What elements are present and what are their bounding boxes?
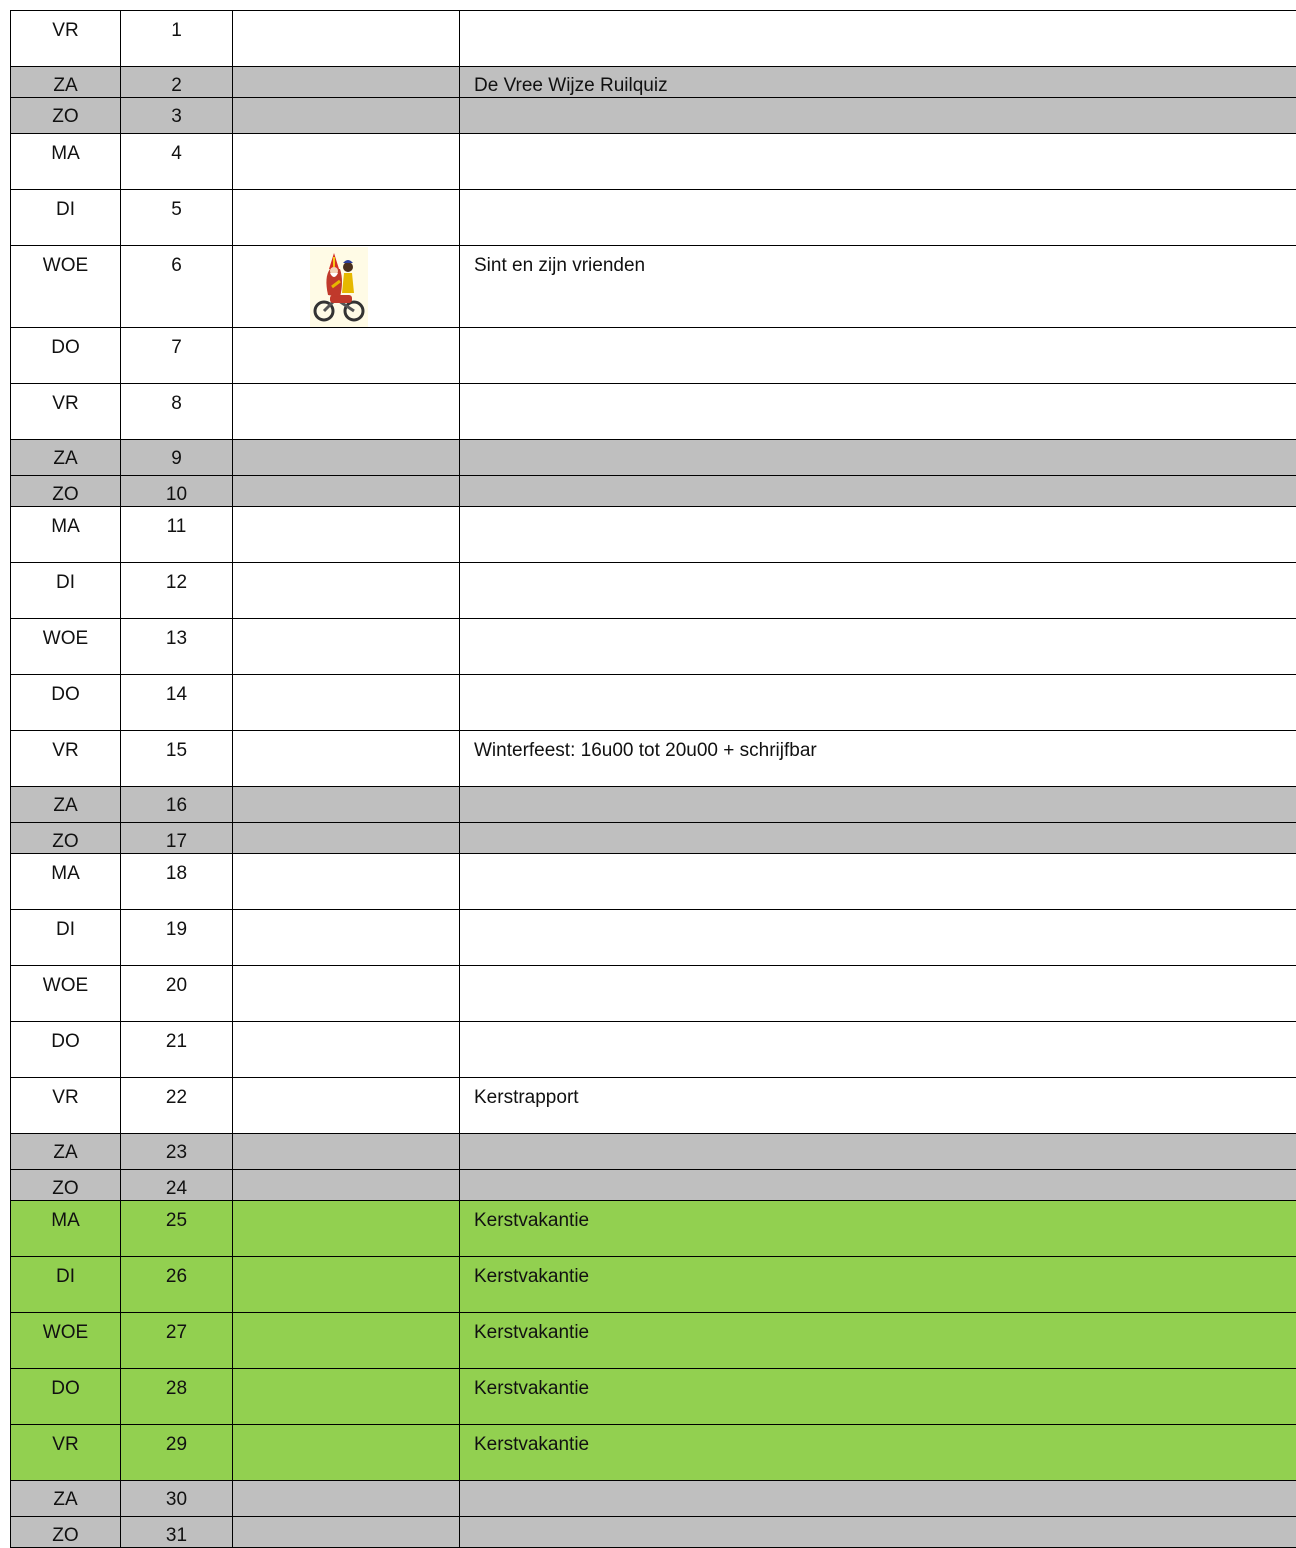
image-cell xyxy=(233,563,460,619)
event-label xyxy=(460,854,1296,863)
event-cell xyxy=(460,1369,1296,1425)
image-cell xyxy=(233,1134,460,1170)
day-cell xyxy=(11,823,121,854)
date-label: 14 xyxy=(121,675,232,706)
date-cell xyxy=(121,328,233,384)
image-cell xyxy=(233,675,460,731)
event-label xyxy=(460,440,1296,448)
date-label: 25 xyxy=(121,1201,232,1232)
calendar-row xyxy=(11,246,1296,328)
event-label xyxy=(460,787,1296,795)
event-cell xyxy=(460,731,1296,787)
event-cell xyxy=(460,1517,1296,1548)
calendar-row xyxy=(11,328,1296,384)
calendar-row xyxy=(11,1022,1296,1078)
event-label: Kerstvakantie xyxy=(460,1201,1296,1232)
day-cell xyxy=(11,854,121,910)
calendar-row xyxy=(11,1170,1296,1201)
day-cell xyxy=(11,1481,121,1517)
date-cell xyxy=(121,11,233,67)
event-cell xyxy=(460,1313,1296,1369)
image-cell xyxy=(233,507,460,563)
image-cell xyxy=(233,731,460,787)
image-cell xyxy=(233,1313,460,1369)
date-cell xyxy=(121,675,233,731)
date-cell xyxy=(121,1369,233,1425)
image-cell xyxy=(233,1369,460,1425)
day-label: WOE xyxy=(11,1313,120,1344)
event-cell xyxy=(460,328,1296,384)
calendar-row xyxy=(11,619,1296,675)
event-cell xyxy=(460,1022,1296,1078)
date-label: 27 xyxy=(121,1313,232,1344)
date-label: 15 xyxy=(121,731,232,762)
image-cell xyxy=(233,190,460,246)
day-label: VR xyxy=(11,1078,120,1109)
image-cell xyxy=(233,787,460,823)
date-label: 28 xyxy=(121,1369,232,1400)
date-label: 17 xyxy=(121,823,232,853)
image-cell xyxy=(233,854,460,910)
date-cell xyxy=(121,384,233,440)
image-cell xyxy=(233,1257,460,1313)
image-cell xyxy=(233,1517,460,1548)
calendar-row xyxy=(11,507,1296,563)
day-label: DI xyxy=(11,190,120,221)
date-label: 8 xyxy=(121,384,232,415)
day-cell xyxy=(11,440,121,476)
day-label: ZO xyxy=(11,476,120,506)
calendar-row xyxy=(11,98,1296,134)
date-cell xyxy=(121,440,233,476)
event-cell xyxy=(460,1134,1296,1170)
day-label: ZA xyxy=(11,1481,120,1511)
event-cell xyxy=(460,98,1296,134)
date-label: 22 xyxy=(121,1078,232,1109)
calendar-row xyxy=(11,966,1296,1022)
event-cell xyxy=(460,190,1296,246)
date-cell xyxy=(121,67,233,98)
event-cell xyxy=(460,246,1296,328)
image-cell xyxy=(233,134,460,190)
date-cell xyxy=(121,1134,233,1170)
day-label: ZA xyxy=(11,440,120,470)
day-label: ZO xyxy=(11,1517,120,1547)
event-label: Kerstvakantie xyxy=(460,1369,1296,1400)
image-cell xyxy=(233,384,460,440)
image-cell xyxy=(233,1078,460,1134)
event-label xyxy=(460,1517,1296,1525)
date-label: 1 xyxy=(121,11,232,42)
image-cell xyxy=(233,966,460,1022)
event-label xyxy=(460,98,1296,106)
event-label xyxy=(460,966,1296,975)
calendar-row xyxy=(11,1257,1296,1313)
date-cell xyxy=(121,1425,233,1481)
event-label: Sint en zijn vrienden xyxy=(460,246,1296,277)
event-cell xyxy=(460,1170,1296,1201)
day-cell xyxy=(11,731,121,787)
date-cell xyxy=(121,98,233,134)
calendar-row xyxy=(11,823,1296,854)
date-label: 29 xyxy=(121,1425,232,1456)
date-cell xyxy=(121,731,233,787)
calendar-row xyxy=(11,563,1296,619)
date-label: 31 xyxy=(121,1517,232,1547)
day-cell xyxy=(11,384,121,440)
calendar-row xyxy=(11,675,1296,731)
day-cell xyxy=(11,246,121,328)
calendar-row xyxy=(11,384,1296,440)
image-cell xyxy=(233,98,460,134)
event-cell xyxy=(460,1201,1296,1257)
image-cell xyxy=(233,67,460,98)
day-cell xyxy=(11,563,121,619)
day-label: MA xyxy=(11,507,120,538)
date-cell xyxy=(121,1257,233,1313)
date-label: 24 xyxy=(121,1170,232,1200)
day-cell xyxy=(11,507,121,563)
date-cell xyxy=(121,823,233,854)
image-cell xyxy=(233,910,460,966)
date-label: 18 xyxy=(121,854,232,885)
calendar-row xyxy=(11,67,1296,98)
day-cell xyxy=(11,11,121,67)
calendar-row xyxy=(11,1425,1296,1481)
day-cell xyxy=(11,1170,121,1201)
event-cell xyxy=(460,440,1296,476)
day-label: DI xyxy=(11,563,120,594)
date-cell xyxy=(121,966,233,1022)
event-cell xyxy=(460,787,1296,823)
date-label: 6 xyxy=(121,246,232,277)
date-label: 10 xyxy=(121,476,232,506)
event-cell xyxy=(460,1481,1296,1517)
image-cell xyxy=(233,246,460,328)
day-label: DO xyxy=(11,1022,120,1053)
date-label: 16 xyxy=(121,787,232,817)
image-cell xyxy=(233,619,460,675)
event-label: Kerstrapport xyxy=(460,1078,1296,1109)
day-cell xyxy=(11,910,121,966)
event-label: Winterfeest: 16u00 tot 20u00 + schrijfbar xyxy=(460,731,1296,762)
day-cell xyxy=(11,787,121,823)
day-label: DI xyxy=(11,910,120,941)
day-cell xyxy=(11,1201,121,1257)
calendar-row xyxy=(11,854,1296,910)
event-label xyxy=(460,476,1296,484)
day-cell xyxy=(11,328,121,384)
event-label: Kerstvakantie xyxy=(460,1425,1296,1456)
event-label xyxy=(460,328,1296,337)
calendar-row xyxy=(11,1481,1296,1517)
date-cell xyxy=(121,787,233,823)
day-label: MA xyxy=(11,134,120,165)
day-cell xyxy=(11,98,121,134)
date-cell xyxy=(121,854,233,910)
sinterklaas-motorbike-icon xyxy=(310,247,368,327)
date-cell xyxy=(121,563,233,619)
date-cell xyxy=(121,1022,233,1078)
date-label: 11 xyxy=(121,507,232,538)
event-label xyxy=(460,134,1296,143)
event-cell xyxy=(460,1425,1296,1481)
image-cell xyxy=(233,1481,460,1517)
calendar-row xyxy=(11,190,1296,246)
calendar-row xyxy=(11,787,1296,823)
image-cell xyxy=(233,1201,460,1257)
date-cell xyxy=(121,476,233,507)
day-label: ZO xyxy=(11,98,120,128)
event-cell xyxy=(460,11,1296,67)
event-cell xyxy=(460,67,1296,98)
day-cell xyxy=(11,1425,121,1481)
event-label xyxy=(460,910,1296,919)
event-cell xyxy=(460,476,1296,507)
image-cell xyxy=(233,328,460,384)
day-cell xyxy=(11,1313,121,1369)
day-label: ZA xyxy=(11,67,120,97)
day-label: DO xyxy=(11,328,120,359)
event-cell xyxy=(460,675,1296,731)
day-cell xyxy=(11,134,121,190)
image-cell xyxy=(233,1425,460,1481)
day-label: WOE xyxy=(11,966,120,997)
date-label: 13 xyxy=(121,619,232,650)
day-cell xyxy=(11,966,121,1022)
day-cell xyxy=(11,1257,121,1313)
date-label: 20 xyxy=(121,966,232,997)
image-cell xyxy=(233,1170,460,1201)
day-label: WOE xyxy=(11,246,120,277)
event-cell xyxy=(460,1257,1296,1313)
calendar-table xyxy=(10,10,1296,1548)
date-cell xyxy=(121,134,233,190)
date-cell xyxy=(121,1201,233,1257)
event-cell xyxy=(460,563,1296,619)
date-label: 23 xyxy=(121,1134,232,1164)
date-label: 5 xyxy=(121,190,232,221)
calendar-row xyxy=(11,476,1296,507)
calendar-row xyxy=(11,1313,1296,1369)
event-label: Kerstvakantie xyxy=(460,1257,1296,1288)
day-label: DI xyxy=(11,1257,120,1288)
date-cell xyxy=(121,1313,233,1369)
day-label: DO xyxy=(11,1369,120,1400)
day-label: MA xyxy=(11,854,120,885)
date-cell xyxy=(121,619,233,675)
event-label: Kerstvakantie xyxy=(460,1313,1296,1344)
day-cell xyxy=(11,1078,121,1134)
day-label: MA xyxy=(11,1201,120,1232)
date-cell xyxy=(121,1170,233,1201)
day-cell xyxy=(11,675,121,731)
day-cell xyxy=(11,1369,121,1425)
calendar-row xyxy=(11,731,1296,787)
image-cell xyxy=(233,1022,460,1078)
event-label xyxy=(460,619,1296,628)
event-cell xyxy=(460,507,1296,563)
day-label: VR xyxy=(11,1425,120,1456)
day-label: ZA xyxy=(11,1134,120,1164)
day-label: VR xyxy=(11,11,120,42)
event-label xyxy=(460,190,1296,199)
date-label: 12 xyxy=(121,563,232,594)
event-cell xyxy=(460,910,1296,966)
day-cell xyxy=(11,476,121,507)
event-label xyxy=(460,11,1296,20)
day-label: ZO xyxy=(11,1170,120,1200)
event-label xyxy=(460,1022,1296,1031)
event-label xyxy=(460,1481,1296,1489)
event-cell xyxy=(460,854,1296,910)
calendar-row xyxy=(11,910,1296,966)
event-cell xyxy=(460,1078,1296,1134)
day-label: DO xyxy=(11,675,120,706)
day-cell xyxy=(11,1022,121,1078)
event-cell xyxy=(460,384,1296,440)
event-label xyxy=(460,1170,1296,1178)
date-cell xyxy=(121,1517,233,1548)
event-cell xyxy=(460,134,1296,190)
date-cell xyxy=(121,246,233,328)
event-label xyxy=(460,563,1296,572)
calendar-row xyxy=(11,1201,1296,1257)
day-cell xyxy=(11,67,121,98)
event-label: De Vree Wijze Ruilquiz xyxy=(460,67,1296,97)
event-cell xyxy=(460,619,1296,675)
event-label xyxy=(460,507,1296,516)
calendar-row xyxy=(11,1517,1296,1548)
date-label: 4 xyxy=(121,134,232,165)
day-label: ZA xyxy=(11,787,120,817)
image-cell xyxy=(233,823,460,854)
day-label: ZO xyxy=(11,823,120,853)
calendar-row xyxy=(11,134,1296,190)
date-cell xyxy=(121,1078,233,1134)
date-label: 30 xyxy=(121,1481,232,1511)
date-label: 9 xyxy=(121,440,232,470)
date-label: 19 xyxy=(121,910,232,941)
image-cell xyxy=(233,11,460,67)
date-cell xyxy=(121,190,233,246)
day-label: VR xyxy=(11,384,120,415)
day-label: WOE xyxy=(11,619,120,650)
day-cell xyxy=(11,619,121,675)
date-label: 3 xyxy=(121,98,232,128)
date-cell xyxy=(121,507,233,563)
image-cell xyxy=(233,476,460,507)
date-cell xyxy=(121,1481,233,1517)
event-cell xyxy=(460,966,1296,1022)
calendar-row xyxy=(11,11,1296,67)
day-label: VR xyxy=(11,731,120,762)
calendar-row xyxy=(11,1078,1296,1134)
event-label xyxy=(460,384,1296,393)
calendar-row xyxy=(11,1369,1296,1425)
calendar-row xyxy=(11,440,1296,476)
event-label xyxy=(460,675,1296,684)
event-label xyxy=(460,823,1296,831)
date-label: 7 xyxy=(121,328,232,359)
date-cell xyxy=(121,910,233,966)
event-label xyxy=(460,1134,1296,1142)
event-cell xyxy=(460,823,1296,854)
date-label: 26 xyxy=(121,1257,232,1288)
day-cell xyxy=(11,190,121,246)
image-cell xyxy=(233,440,460,476)
day-cell xyxy=(11,1517,121,1548)
date-label: 2 xyxy=(121,67,232,97)
day-cell xyxy=(11,1134,121,1170)
calendar-row xyxy=(11,1134,1296,1170)
date-label: 21 xyxy=(121,1022,232,1053)
